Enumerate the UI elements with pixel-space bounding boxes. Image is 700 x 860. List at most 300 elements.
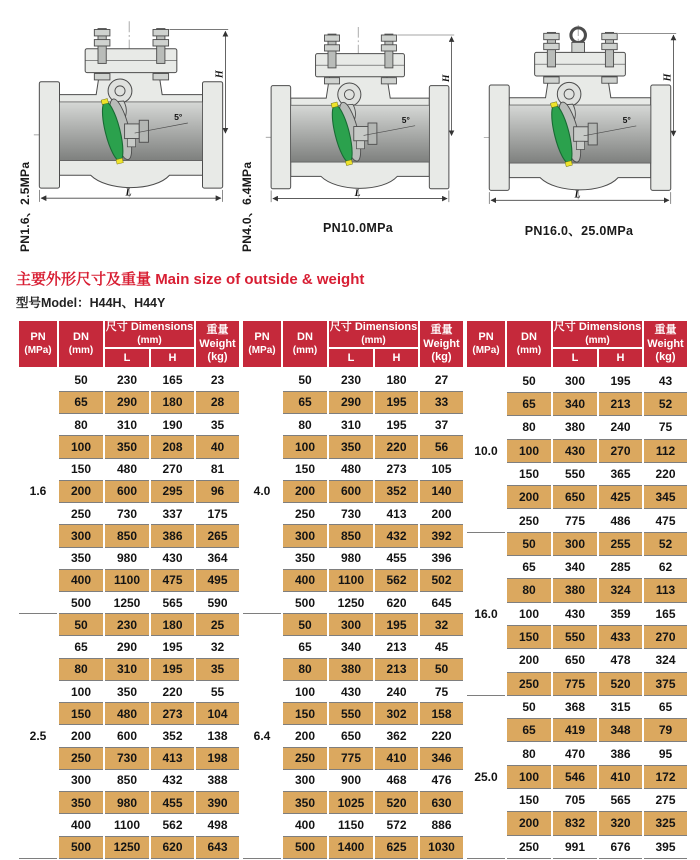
- weight-cell: 346: [419, 747, 464, 769]
- h-cell: 520: [374, 792, 419, 814]
- dn-cell: 150: [506, 625, 552, 648]
- l-cell: 340: [328, 636, 374, 658]
- h-cell: 432: [150, 769, 195, 791]
- diagram3-caption: PN16.0、25.0MPa: [524, 224, 634, 238]
- h-cell: 430: [150, 547, 195, 569]
- dn-cell: 100: [282, 436, 328, 458]
- dn-cell: 350: [282, 547, 328, 569]
- weight-cell: 325: [643, 812, 688, 835]
- h-cell: 190: [150, 414, 195, 436]
- col-header-l: L: [552, 348, 598, 368]
- l-cell: 230: [104, 614, 150, 636]
- h-cell: 386: [598, 742, 643, 765]
- dn-cell: 150: [506, 462, 552, 485]
- dn-cell: 250: [58, 747, 104, 769]
- weight-cell: 175: [195, 503, 240, 525]
- h-cell: 562: [374, 569, 419, 591]
- l-cell: 230: [328, 368, 374, 391]
- h-cell: 195: [374, 391, 419, 413]
- weight-cell: 95: [643, 742, 688, 765]
- weight-cell: 32: [419, 614, 464, 636]
- dn-cell: 100: [506, 602, 552, 625]
- dn-cell: 80: [506, 579, 552, 602]
- h-cell: 478: [598, 649, 643, 672]
- dn-cell: 80: [506, 742, 552, 765]
- weight-cell: 37: [419, 414, 464, 436]
- pn-value-cell: 16.0: [466, 532, 506, 695]
- weight-cell: 395: [643, 835, 688, 858]
- valve-diagram-mid-pressure: [250, 6, 466, 256]
- l-cell: 380: [552, 416, 598, 439]
- l-cell: 290: [104, 636, 150, 658]
- weight-cell: 35: [195, 658, 240, 680]
- h-cell: 195: [150, 636, 195, 658]
- l-cell: 430: [552, 602, 598, 625]
- l-cell: 600: [104, 480, 150, 502]
- l-cell: 430: [552, 439, 598, 462]
- dn-cell: 200: [506, 486, 552, 509]
- l-cell: 730: [328, 503, 374, 525]
- h-cell: 410: [374, 747, 419, 769]
- l-cell: 350: [104, 436, 150, 458]
- l-cell: 368: [552, 695, 598, 718]
- pn-value-cell: 6.4: [242, 614, 282, 859]
- weight-cell: 23: [195, 368, 240, 391]
- valve-diagram-low-pressure: [12, 6, 254, 256]
- table-header: [466, 320, 688, 368]
- dn-cell: 350: [58, 792, 104, 814]
- l-cell: 730: [104, 503, 150, 525]
- dn-cell: 50: [506, 695, 552, 718]
- dn-cell: 200: [506, 812, 552, 835]
- col-header-h: H: [150, 348, 195, 368]
- weight-cell: 113: [643, 579, 688, 602]
- dn-cell: 250: [282, 503, 328, 525]
- weight-cell: 81: [195, 458, 240, 480]
- l-cell: 650: [552, 486, 598, 509]
- weight-cell: 388: [195, 769, 240, 791]
- col-header-l: L: [328, 348, 374, 368]
- dn-cell: 200: [58, 725, 104, 747]
- diagram2-caption: PN10.0MPa: [322, 221, 394, 235]
- l-cell: 650: [328, 725, 374, 747]
- l-cell: 850: [328, 525, 374, 547]
- weight-cell: 65: [643, 695, 688, 718]
- dimension-table-group-3: [465, 319, 689, 859]
- h-cell: 386: [150, 525, 195, 547]
- h-cell: 432: [374, 525, 419, 547]
- h-cell: 320: [598, 812, 643, 835]
- h-cell: 315: [598, 695, 643, 718]
- l-cell: 1025: [328, 792, 374, 814]
- weight-cell: 45: [419, 636, 464, 658]
- h-cell: 625: [374, 836, 419, 858]
- l-cell: 1250: [328, 591, 374, 613]
- l-cell: 300: [552, 532, 598, 555]
- l-cell: 340: [552, 392, 598, 415]
- weight-cell: 165: [643, 602, 688, 625]
- weight-cell: 104: [195, 703, 240, 725]
- h-cell: 520: [598, 672, 643, 695]
- diagram1-right-caption: PN4.0、6.4MPa: [240, 161, 254, 252]
- l-cell: 300: [552, 368, 598, 392]
- h-cell: 468: [374, 769, 419, 791]
- page-title-en: Main size of outside & weight: [155, 271, 365, 288]
- dn-cell: 80: [506, 416, 552, 439]
- weight-cell: 590: [195, 591, 240, 613]
- weight-cell: 40: [195, 436, 240, 458]
- l-cell: 310: [104, 658, 150, 680]
- weight-cell: 200: [419, 503, 464, 525]
- dn-cell: 100: [58, 680, 104, 702]
- dimension-table-group-2: [241, 319, 465, 859]
- l-cell: 1100: [328, 569, 374, 591]
- l-cell: 419: [552, 719, 598, 742]
- col-header-h: H: [598, 348, 643, 368]
- h-cell: 413: [374, 503, 419, 525]
- h-cell: 410: [598, 765, 643, 788]
- l-cell: 600: [104, 725, 150, 747]
- h-cell: 365: [598, 462, 643, 485]
- weight-cell: 28: [195, 391, 240, 413]
- weight-cell: 52: [643, 532, 688, 555]
- dn-cell: 100: [58, 436, 104, 458]
- pn-value-cell: 2.5: [18, 614, 58, 859]
- h-cell: 362: [374, 725, 419, 747]
- weight-cell: 1030: [419, 836, 464, 858]
- weight-cell: 75: [419, 680, 464, 702]
- weight-cell: 27: [419, 368, 464, 391]
- pn-value-cell: 1.6: [18, 368, 58, 613]
- l-cell: 310: [328, 414, 374, 436]
- model-line: 型号Model：H44H、H44Y: [16, 296, 166, 310]
- dn-cell: 150: [282, 703, 328, 725]
- weight-cell: 270: [643, 625, 688, 648]
- h-cell: 455: [150, 792, 195, 814]
- h-cell: 295: [150, 480, 195, 502]
- col-header-pn: PN (MPa): [466, 320, 506, 368]
- col-header-h: H: [374, 348, 419, 368]
- l-cell: 310: [104, 414, 150, 436]
- col-header-l: L: [104, 348, 150, 368]
- dn-cell: 80: [58, 414, 104, 436]
- h-cell: 180: [150, 391, 195, 413]
- table-row: [242, 614, 464, 636]
- l-cell: 775: [552, 509, 598, 532]
- diagram1-left-caption: PN1.6、2.5MPa: [18, 161, 32, 252]
- l-cell: 480: [104, 703, 150, 725]
- l-cell: 470: [552, 742, 598, 765]
- dimensions-table-section: [17, 319, 700, 859]
- weight-cell: 138: [195, 725, 240, 747]
- h-cell: 348: [598, 719, 643, 742]
- l-cell: 480: [328, 458, 374, 480]
- dn-cell: 500: [58, 836, 104, 858]
- l-cell: 290: [104, 391, 150, 413]
- l-cell: 1250: [104, 836, 150, 858]
- col-header-dimensions: 尺寸 Dimensions (mm): [104, 320, 195, 348]
- dn-cell: 250: [282, 747, 328, 769]
- page-title: [16, 268, 700, 289]
- dn-cell: 50: [282, 368, 328, 391]
- table-header: [242, 320, 464, 368]
- l-cell: 546: [552, 765, 598, 788]
- pn-value-cell: 10.0: [466, 368, 506, 532]
- l-cell: 350: [104, 680, 150, 702]
- dn-cell: 65: [506, 719, 552, 742]
- dn-cell: 150: [58, 458, 104, 480]
- dn-cell: 250: [506, 835, 552, 858]
- weight-cell: 390: [195, 792, 240, 814]
- valve-diagrams-section: [0, 0, 700, 256]
- l-cell: 1250: [104, 591, 150, 613]
- dn-cell: 65: [58, 391, 104, 413]
- l-cell: 980: [328, 547, 374, 569]
- dn-cell: 400: [58, 814, 104, 836]
- h-cell: 413: [150, 747, 195, 769]
- weight-cell: 75: [643, 416, 688, 439]
- weight-cell: 52: [643, 392, 688, 415]
- h-cell: 273: [150, 703, 195, 725]
- l-cell: 832: [552, 812, 598, 835]
- dn-cell: 300: [282, 769, 328, 791]
- h-cell: 425: [598, 486, 643, 509]
- h-cell: 195: [374, 414, 419, 436]
- h-cell: 475: [150, 569, 195, 591]
- check-valve-drawing-icon: [32, 10, 230, 214]
- l-cell: 550: [552, 625, 598, 648]
- weight-cell: 495: [195, 569, 240, 591]
- weight-cell: 392: [419, 525, 464, 547]
- l-cell: 980: [104, 792, 150, 814]
- h-cell: 270: [150, 458, 195, 480]
- col-header-weight: 重量 Weight (kg): [195, 320, 240, 368]
- l-cell: 350: [328, 436, 374, 458]
- pn-value-cell: 25.0: [466, 695, 506, 858]
- l-cell: 850: [104, 769, 150, 791]
- h-cell: 359: [598, 602, 643, 625]
- l-cell: 380: [552, 579, 598, 602]
- l-cell: 650: [552, 649, 598, 672]
- weight-cell: 25: [195, 614, 240, 636]
- check-valve-drawing-icon: [482, 16, 678, 214]
- h-cell: 255: [598, 532, 643, 555]
- l-cell: 550: [328, 703, 374, 725]
- table-row: [466, 695, 688, 718]
- dn-cell: 500: [282, 836, 328, 858]
- dn-cell: 250: [506, 509, 552, 532]
- l-cell: 1400: [328, 836, 374, 858]
- dn-cell: 65: [282, 391, 328, 413]
- weight-cell: 140: [419, 480, 464, 502]
- dn-cell: 350: [282, 792, 328, 814]
- l-cell: 775: [552, 672, 598, 695]
- weight-cell: 56: [419, 436, 464, 458]
- dn-cell: 400: [282, 814, 328, 836]
- h-cell: 180: [150, 614, 195, 636]
- h-cell: 572: [374, 814, 419, 836]
- h-cell: 220: [150, 680, 195, 702]
- table-row: [18, 614, 240, 636]
- col-header-weight: 重量 Weight (kg): [419, 320, 464, 368]
- h-cell: 676: [598, 835, 643, 858]
- h-cell: 270: [598, 439, 643, 462]
- l-cell: 1100: [104, 569, 150, 591]
- h-cell: 352: [374, 480, 419, 502]
- h-cell: 565: [150, 591, 195, 613]
- l-cell: 430: [328, 680, 374, 702]
- h-cell: 620: [374, 591, 419, 613]
- valve-diagram-high-pressure: [466, 6, 692, 256]
- table-row: [18, 368, 240, 391]
- dn-cell: 100: [282, 680, 328, 702]
- weight-cell: 50: [419, 658, 464, 680]
- dn-cell: 200: [282, 480, 328, 502]
- dn-cell: 50: [58, 614, 104, 636]
- weight-cell: 324: [643, 649, 688, 672]
- h-cell: 433: [598, 625, 643, 648]
- weight-cell: 158: [419, 703, 464, 725]
- l-cell: 705: [552, 789, 598, 812]
- h-cell: 195: [598, 368, 643, 392]
- weight-cell: 502: [419, 569, 464, 591]
- dn-cell: 300: [282, 525, 328, 547]
- weight-cell: 275: [643, 789, 688, 812]
- h-cell: 240: [374, 680, 419, 702]
- l-cell: 1100: [104, 814, 150, 836]
- h-cell: 213: [598, 392, 643, 415]
- h-cell: 165: [150, 368, 195, 391]
- weight-cell: 112: [643, 439, 688, 462]
- h-cell: 195: [150, 658, 195, 680]
- h-cell: 285: [598, 556, 643, 579]
- weight-cell: 498: [195, 814, 240, 836]
- dn-cell: 65: [506, 392, 552, 415]
- dn-cell: 100: [506, 765, 552, 788]
- dn-cell: 500: [282, 591, 328, 613]
- l-cell: 850: [104, 525, 150, 547]
- weight-cell: 265: [195, 525, 240, 547]
- weight-cell: 198: [195, 747, 240, 769]
- h-cell: 352: [150, 725, 195, 747]
- weight-cell: 105: [419, 458, 464, 480]
- col-header-weight: 重量 Weight (kg): [643, 320, 688, 368]
- weight-cell: 643: [195, 836, 240, 858]
- h-cell: 213: [374, 636, 419, 658]
- h-cell: 180: [374, 368, 419, 391]
- l-cell: 980: [104, 547, 150, 569]
- weight-cell: 32: [195, 636, 240, 658]
- dn-cell: 50: [282, 614, 328, 636]
- dn-cell: 50: [506, 368, 552, 392]
- weight-cell: 33: [419, 391, 464, 413]
- l-cell: 550: [552, 462, 598, 485]
- l-cell: 1150: [328, 814, 374, 836]
- h-cell: 302: [374, 703, 419, 725]
- dn-cell: 65: [58, 636, 104, 658]
- h-cell: 208: [150, 436, 195, 458]
- table-row: [466, 532, 688, 555]
- dn-cell: 300: [58, 525, 104, 547]
- weight-cell: 476: [419, 769, 464, 791]
- h-cell: 240: [598, 416, 643, 439]
- weight-cell: 345: [643, 486, 688, 509]
- weight-cell: 364: [195, 547, 240, 569]
- dn-cell: 150: [58, 703, 104, 725]
- col-header-dn: DN (mm): [506, 320, 552, 368]
- l-cell: 380: [328, 658, 374, 680]
- dn-cell: 65: [506, 556, 552, 579]
- dn-cell: 350: [58, 547, 104, 569]
- weight-cell: 79: [643, 719, 688, 742]
- weight-cell: 886: [419, 814, 464, 836]
- dn-cell: 150: [506, 789, 552, 812]
- table-header: [18, 320, 240, 368]
- h-cell: 565: [598, 789, 643, 812]
- l-cell: 600: [328, 480, 374, 502]
- h-cell: 486: [598, 509, 643, 532]
- dn-cell: 250: [506, 672, 552, 695]
- h-cell: 455: [374, 547, 419, 569]
- dn-cell: 300: [58, 769, 104, 791]
- weight-cell: 62: [643, 556, 688, 579]
- dn-cell: 50: [506, 532, 552, 555]
- dn-cell: 150: [282, 458, 328, 480]
- weight-cell: 630: [419, 792, 464, 814]
- col-header-pn: PN (MPa): [18, 320, 58, 368]
- h-cell: 324: [598, 579, 643, 602]
- weight-cell: 375: [643, 672, 688, 695]
- col-header-dimensions: 尺寸 Dimensions (mm): [328, 320, 419, 348]
- weight-cell: 645: [419, 591, 464, 613]
- dn-cell: 80: [282, 414, 328, 436]
- h-cell: 562: [150, 814, 195, 836]
- dn-cell: 50: [58, 368, 104, 391]
- h-cell: 620: [150, 836, 195, 858]
- dn-cell: 250: [58, 503, 104, 525]
- l-cell: 775: [328, 747, 374, 769]
- weight-cell: 172: [643, 765, 688, 788]
- dn-cell: 80: [282, 658, 328, 680]
- dn-cell: 200: [282, 725, 328, 747]
- dn-cell: 200: [58, 480, 104, 502]
- col-header-dn: DN (mm): [282, 320, 328, 368]
- weight-cell: 396: [419, 547, 464, 569]
- h-cell: 213: [374, 658, 419, 680]
- h-cell: 195: [374, 614, 419, 636]
- h-cell: 273: [374, 458, 419, 480]
- weight-cell: 35: [195, 414, 240, 436]
- h-cell: 220: [374, 436, 419, 458]
- dn-cell: 80: [58, 658, 104, 680]
- l-cell: 900: [328, 769, 374, 791]
- dn-cell: 400: [282, 569, 328, 591]
- dimension-table-group-1: [17, 319, 241, 859]
- h-cell: 337: [150, 503, 195, 525]
- pn-value-cell: 4.0: [242, 368, 282, 613]
- l-cell: 290: [328, 391, 374, 413]
- dn-cell: 400: [58, 569, 104, 591]
- weight-cell: 475: [643, 509, 688, 532]
- col-header-dimensions: 尺寸 Dimensions (mm): [552, 320, 643, 348]
- dn-cell: 200: [506, 649, 552, 672]
- weight-cell: 43: [643, 368, 688, 392]
- page-title-zh: 主要外形尺寸及重量: [16, 271, 152, 288]
- dn-cell: 65: [282, 636, 328, 658]
- table-row: [242, 368, 464, 391]
- l-cell: 340: [552, 556, 598, 579]
- dn-cell: 500: [58, 591, 104, 613]
